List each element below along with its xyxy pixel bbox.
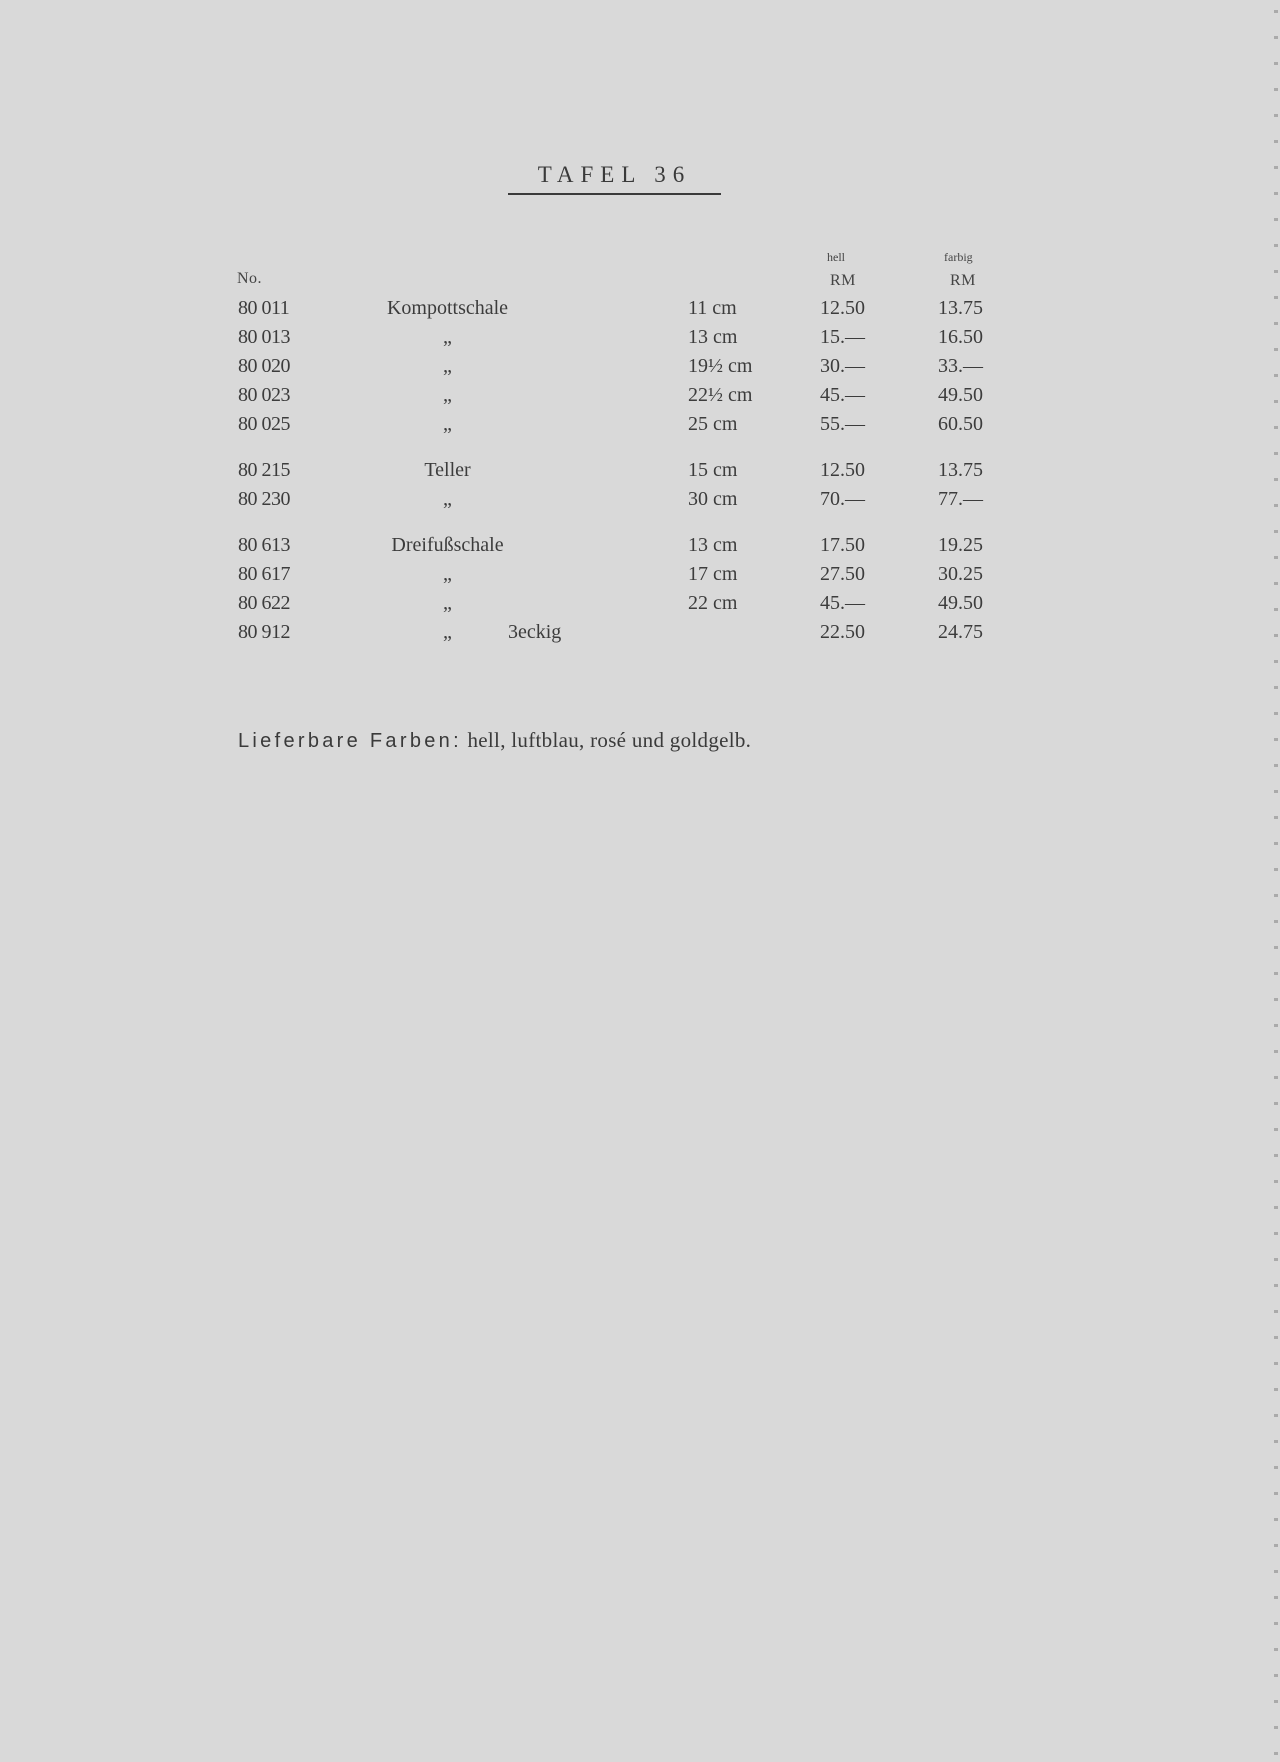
price-hell: 12.50 [820, 297, 865, 319]
table-row [0, 384, 1280, 412]
price-hell: 45.— [820, 384, 865, 406]
page-title: TAFEL 36 [537, 162, 692, 187]
item-size: 15 cm [688, 459, 738, 481]
item-name: „ [443, 355, 452, 377]
item-name: Teller [424, 459, 471, 481]
price-hell: 27.50 [820, 563, 865, 585]
item-size: 22 cm [688, 592, 738, 614]
table-row [0, 621, 1280, 649]
table-row [0, 355, 1280, 383]
price-farbig: 60.50 [938, 413, 983, 435]
item-number: 80 215 [238, 459, 290, 481]
table-row [0, 413, 1280, 441]
price-hell: 17.50 [820, 534, 865, 556]
item-size: 13 cm [688, 534, 738, 556]
item-name: „ [443, 326, 452, 348]
table-row [0, 488, 1280, 516]
item-number: 80 013 [238, 326, 290, 348]
item-name: „ [443, 592, 452, 614]
header-no: No. [237, 270, 263, 287]
item-name: „ [443, 384, 452, 406]
header-farbig: farbig [944, 250, 973, 264]
item-size: 30 cm [688, 488, 738, 510]
title-underline [508, 193, 721, 195]
header-farbig-unit: RM [950, 272, 976, 289]
item-number: 80 023 [238, 384, 290, 406]
item-size: 25 cm [688, 413, 738, 435]
header-hell-unit: RM [830, 272, 856, 289]
price-farbig: 30.25 [938, 563, 983, 585]
table-row [0, 459, 1280, 487]
price-farbig: 13.75 [938, 459, 983, 481]
item-number: 80 230 [238, 488, 290, 510]
price-farbig: 24.75 [938, 621, 983, 643]
price-farbig: 77.— [938, 488, 983, 510]
item-number: 80 617 [238, 563, 290, 585]
item-size: 22½ cm [688, 384, 753, 406]
available-colors-label: Lieferbare Farben: [238, 730, 462, 752]
item-name: „ [443, 413, 452, 435]
item-size: 17 cm [688, 563, 738, 585]
item-name: Dreifußschale [391, 534, 504, 556]
table-row [0, 326, 1280, 354]
price-hell: 12.50 [820, 459, 865, 481]
item-number: 80 613 [238, 534, 290, 556]
item-name: „ [443, 488, 452, 510]
price-hell: 30.— [820, 355, 865, 377]
available-colors-note [238, 728, 751, 753]
price-hell: 22.50 [820, 621, 865, 643]
table-row [0, 297, 1280, 325]
price-farbig: 13.75 [938, 297, 983, 319]
price-farbig: 16.50 [938, 326, 983, 348]
table-row [0, 534, 1280, 562]
price-hell: 55.— [820, 413, 865, 435]
item-size: 13 cm [688, 326, 738, 348]
price-farbig: 33.— [938, 355, 983, 377]
price-hell: 45.— [820, 592, 865, 614]
item-size: 19½ cm [688, 355, 753, 377]
item-number: 80 912 [238, 621, 290, 643]
item-name: „ [443, 621, 452, 643]
price-hell: 70.— [820, 488, 865, 510]
price-farbig: 49.50 [938, 592, 983, 614]
header-hell: hell [827, 250, 845, 264]
table-row [0, 592, 1280, 620]
item-name: Kompottschale [386, 297, 509, 319]
price-farbig: 49.50 [938, 384, 983, 406]
item-number: 80 622 [238, 592, 290, 614]
item-variant: 3eckig [508, 621, 562, 643]
item-number: 80 025 [238, 413, 290, 435]
price-hell: 15.— [820, 326, 865, 348]
page-edge-perforation [1274, 0, 1278, 1762]
price-farbig: 19.25 [938, 534, 983, 556]
item-name: „ [443, 563, 452, 585]
item-number: 80 011 [238, 297, 290, 319]
item-number: 80 020 [238, 355, 290, 377]
item-size: 11 cm [688, 297, 737, 319]
available-colors-list: hell, luftblau, rosé und goldgelb. [461, 728, 752, 752]
table-row [0, 563, 1280, 591]
